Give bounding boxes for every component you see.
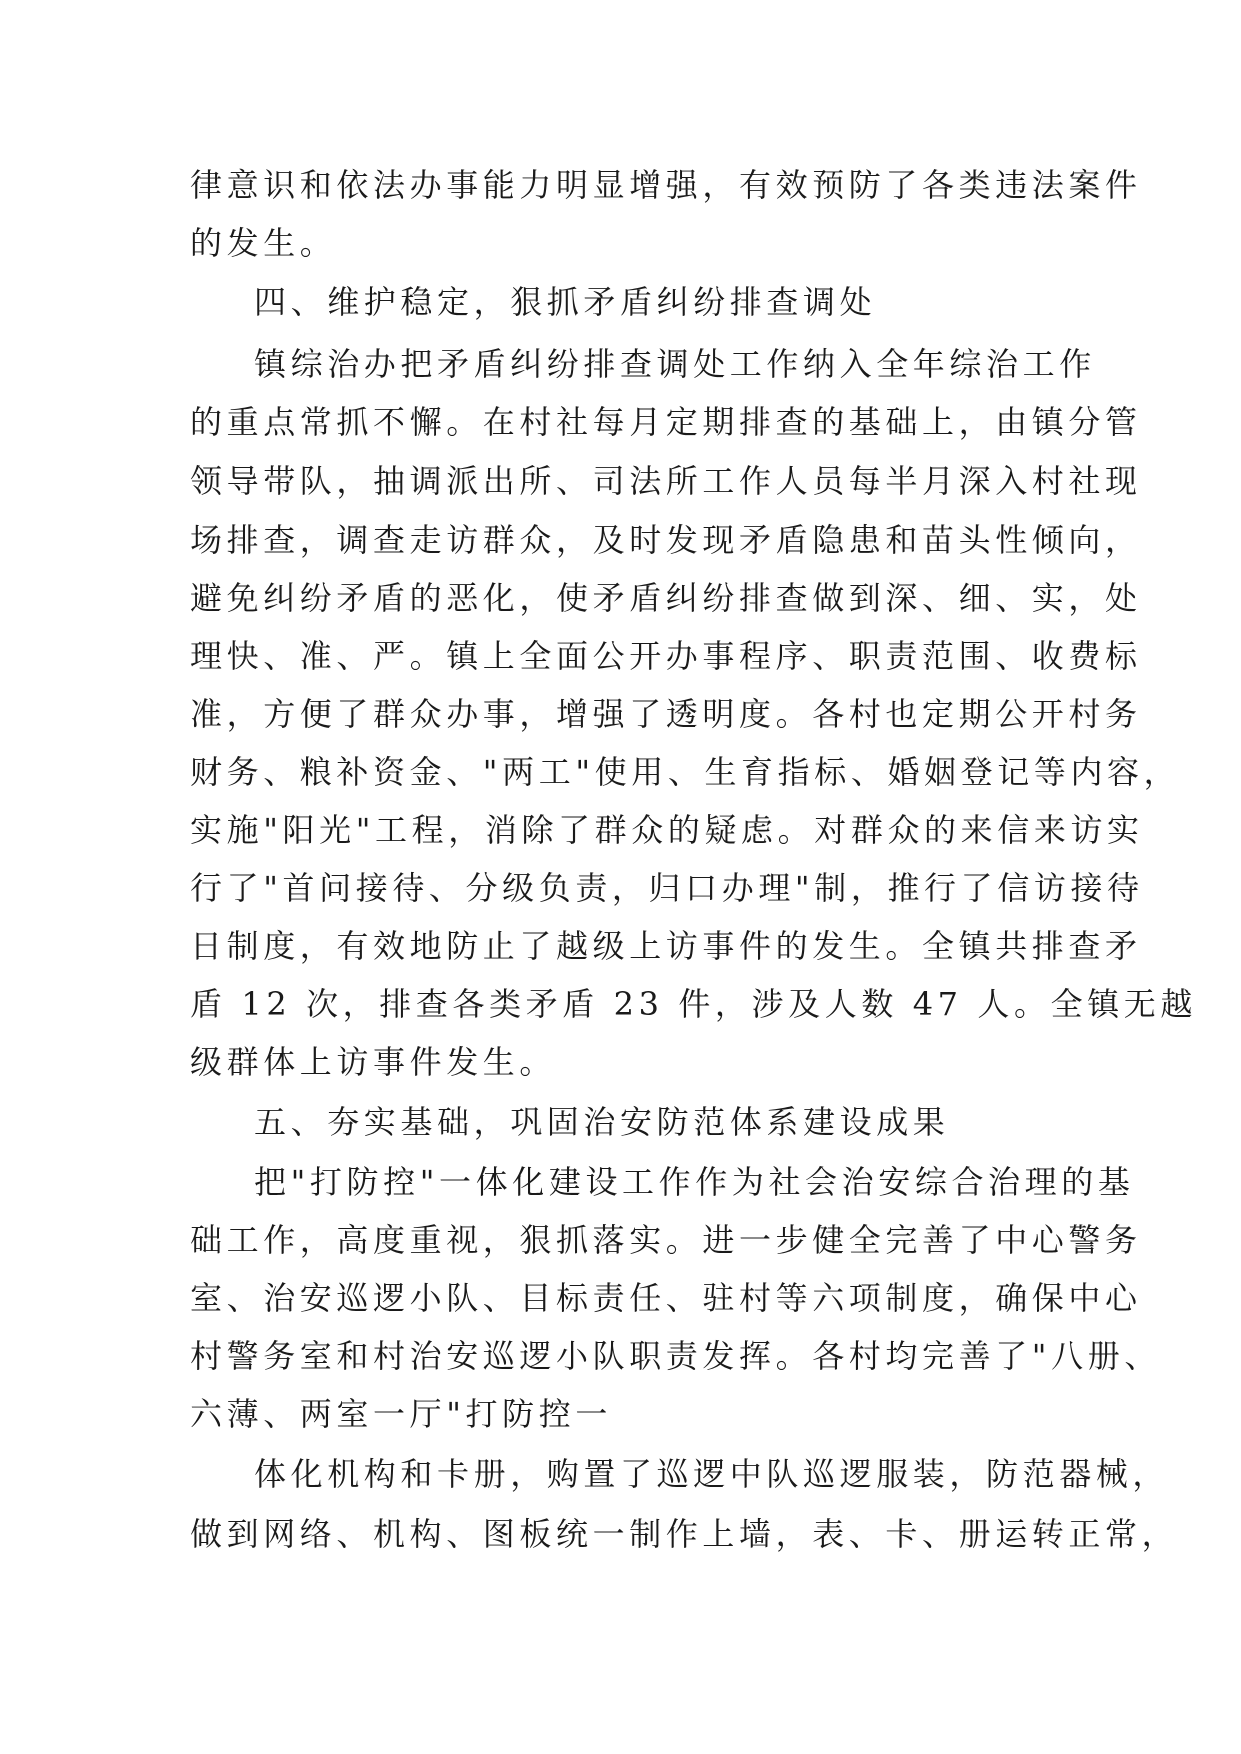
body-text-line: 避免纠纷矛盾的恶化，使矛盾纠纷排查做到深、细、实，处 [190,579,1142,617]
section-heading: 四、维护稳定，狠抓矛盾纠纷排查调处 [254,283,877,321]
body-text-line: 理快、准、严。镇上全面公开办事程序、职责范围、收费标 [190,637,1142,675]
body-text-line: 的发生。 [190,224,337,262]
body-text-line: 盾 12 次，排查各类矛盾 23 件，涉及人数 47 人。全镇无越 [190,985,1197,1023]
body-text-line: 场排查，调查走访群众，及时发现矛盾隐患和苗头性倾向， [190,521,1142,559]
body-text-line: 行了"首问接待、分级负责，归口办理"制，推行了信访接待 [190,869,1144,907]
body-text-line: 级群体上访事件发生。 [190,1043,557,1081]
body-text-line: 的重点常抓不懈。在村社每月定期排查的基础上，由镇分管 [190,403,1142,441]
body-text-line: 村警务室和村治安巡逻小队职责发挥。各村均完善了"八册、 [190,1337,1161,1375]
body-text-line: 实施"阳光"工程，消除了群众的疑虑。对群众的来信来访实 [190,811,1144,849]
body-text-line: 日制度，有效地防止了越级上访事件的发生。全镇共排查矛 [190,927,1142,965]
body-text-line: 六薄、两室一厅"打防控一 [190,1395,612,1433]
paragraph-first-line: 体化机构和卡册，购置了巡逻中队巡逻服装，防范器械， [254,1455,1170,1493]
body-text-line: 室、治安巡逻小队、目标责任、驻村等六项制度，确保中心 [190,1279,1142,1317]
body-text-line: 础工作，高度重视，狠抓落实。进一步健全完善了中心警务 [190,1221,1142,1259]
body-text-line: 财务、粮补资金、"两工"使用、生育指标、婚姻登记等内容， [190,753,1181,791]
body-text-line: 领导带队，抽调派出所、司法所工作人员每半月深入村社现 [190,462,1142,500]
body-text-line: 律意识和依法办事能力明显增强，有效预防了各类违法案件 [190,166,1142,204]
paragraph-first-line: 把"打防控"一体化建设工作作为社会治安综合治理的基 [254,1163,1135,1201]
paragraph-first-line: 镇综治办把矛盾纠纷排查调处工作纳入全年综治工作 [254,345,1096,383]
body-text-line: 准，方便了群众办事，增强了透明度。各村也定期公开村务 [190,695,1142,733]
section-heading: 五、夯实基础，巩固治安防范体系建设成果 [254,1103,950,1141]
body-text-line: 做到网络、机构、图板统一制作上墙，表、卡、册运转正常， [190,1515,1179,1553]
